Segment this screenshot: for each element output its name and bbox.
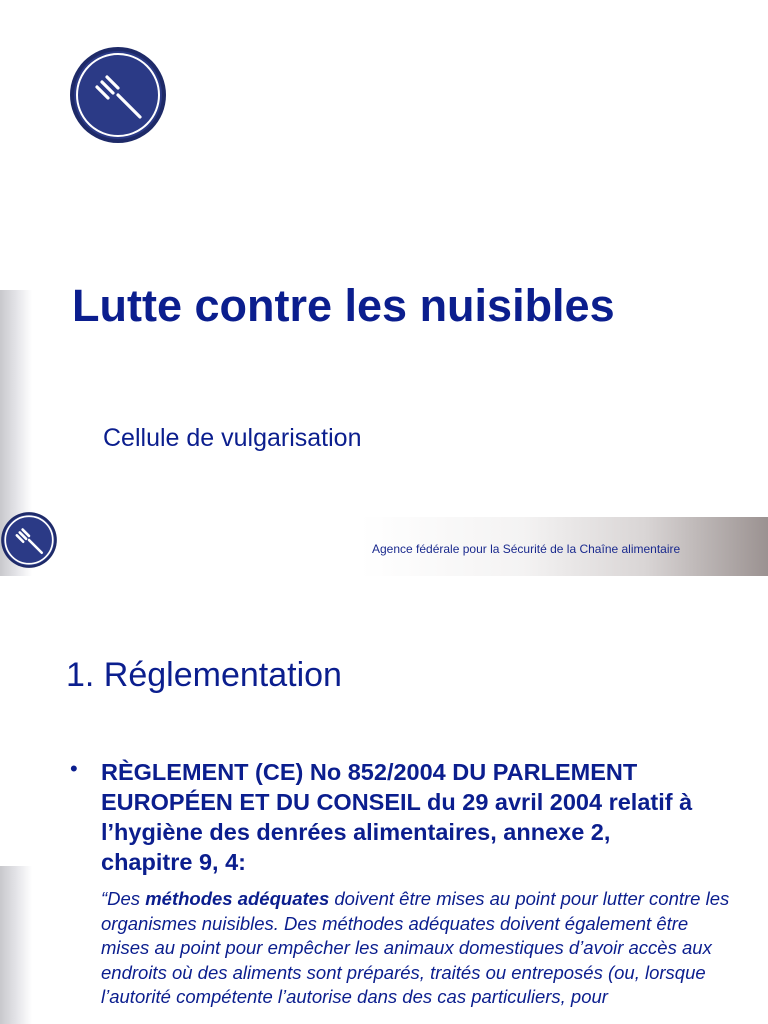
afsca-logo-icon <box>68 45 168 145</box>
afsca-logo-small-icon <box>0 511 58 569</box>
content-slide <box>0 576 768 1024</box>
section-heading: 1. Réglementation <box>66 656 342 694</box>
bullet-icon: • <box>70 756 78 781</box>
regulation-quote <box>101 887 731 1010</box>
regulation-bullet: RÈGLEMENT (CE) No 852/2004 DU PARLEMENT EUROPÉEN ET DU CONSEIL du 29 avril 2004 relatif à l’hygiène des denrées alimentaires, annexe 2, chapitre 9, 4: <box>101 759 693 875</box>
slide-title: Lutte contre les nuisibles <box>72 280 615 331</box>
agency-footer: Agence fédérale pour la Sécurité de la Chaîne alimentaire <box>372 542 681 556</box>
quote-rest: doivent être mises au point pour lutter contre les organismes nuisibles. Des méthodes adéquates doivent également être mises au point pour empêcher les animaux domestiques d’avoir accès aux endroits où des aliments sont préparés, traités ou entreposés (ou, lorsque l’autorité compétente l’autorise dans des cas particuliers, pour <box>101 888 730 1007</box>
slide-subtitle: Cellule de vulgarisation <box>103 424 362 452</box>
side-gradient-bar <box>0 866 32 1024</box>
quote-emphasis: méthodes adéquates <box>145 888 330 909</box>
quote-open: “Des <box>101 888 146 909</box>
